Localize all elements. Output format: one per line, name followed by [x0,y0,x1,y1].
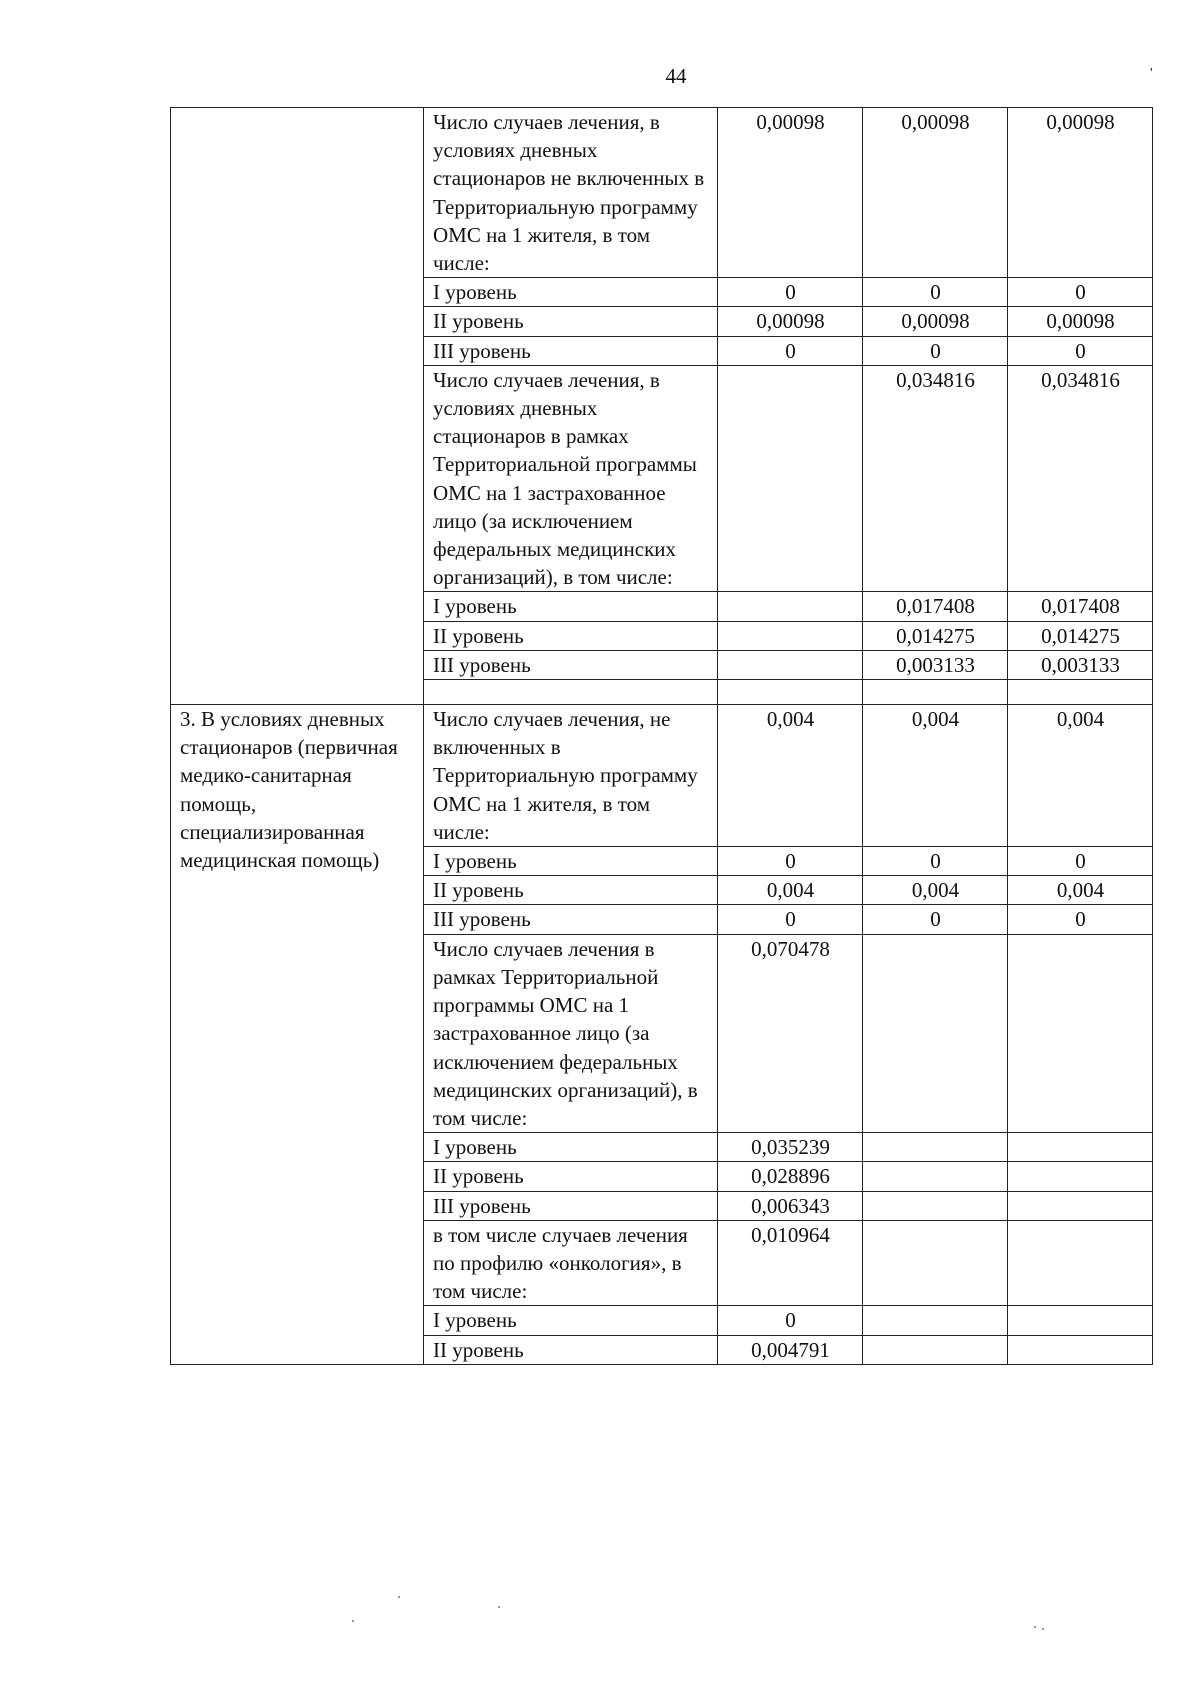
value-cell [863,1133,1008,1162]
value-cell [863,1306,1008,1335]
section-label-3: 3. В условиях дневных стационаров (первичная медико-санитарная помощь, специализированная медицинская помощь) [171,705,424,1365]
value-cell: 0,028896 [718,1162,863,1191]
value-cell: 0,010964 [718,1220,863,1306]
row-label: III уровень [424,336,718,365]
table-row [171,705,1153,847]
value-cell [718,680,863,705]
value-cell: 0,003133 [863,650,1008,679]
scan-speck [498,1606,500,1608]
row-label: III уровень [424,905,718,934]
value-cell [718,365,863,592]
row-label: II уровень [424,307,718,336]
value-cell [1008,1133,1153,1162]
row-label: I уровень [424,278,718,307]
value-cell: 0,00098 [863,108,1008,278]
value-cell: 0 [1008,336,1153,365]
value-cell [1008,1191,1153,1220]
value-cell: 0,017408 [863,592,1008,621]
value-cell: 0,004 [718,705,863,847]
row-label: I уровень [424,847,718,876]
value-cell: 0 [718,1306,863,1335]
value-cell [718,650,863,679]
value-cell [863,1162,1008,1191]
value-cell: 0,017408 [1008,592,1153,621]
value-cell [863,1191,1008,1220]
row-label: I уровень [424,1306,718,1335]
row-label: Число случаев лечения, в условиях дневных стационаров в рамках Территориальной программы ОМС на 1 застрахованное лицо (за исключением федеральных медицинских организаций), в том числе: [424,365,718,592]
indicators-table [170,107,1153,1365]
value-cell: 0,004791 [718,1335,863,1364]
scan-speck [1034,1626,1036,1628]
value-cell: 0,006343 [718,1191,863,1220]
value-cell [1008,1306,1153,1335]
row-label: II уровень [424,621,718,650]
value-cell: 0,004 [718,876,863,905]
value-cell: 0,004 [1008,876,1153,905]
table-row [171,108,1153,278]
value-cell [1008,680,1153,705]
value-cell: 0,034816 [1008,365,1153,592]
value-cell: 0 [863,278,1008,307]
row-label: Число случаев лечения в рамках Территориальной программы ОМС на 1 застрахованное лицо (за исключением федеральных медицинских организаций), в том числе: [424,934,718,1132]
value-cell: 0,00098 [1008,307,1153,336]
value-cell: 0 [1008,847,1153,876]
value-cell [718,621,863,650]
row-label: I уровень [424,592,718,621]
value-cell [863,934,1008,1132]
row-label: II уровень [424,1162,718,1191]
row-label [424,680,718,705]
value-cell: 0,004 [863,705,1008,847]
value-cell [1008,1335,1153,1364]
value-cell: 0,004 [1008,705,1153,847]
scan-mark: ' [1150,66,1153,81]
value-cell [863,1220,1008,1306]
row-label: III уровень [424,650,718,679]
page-number: 44 [665,64,687,88]
value-cell [863,680,1008,705]
value-cell: 0 [718,336,863,365]
value-cell: 0 [1008,905,1153,934]
value-cell: 0,00098 [1008,108,1153,278]
value-cell: 0 [1008,278,1153,307]
row-label: II уровень [424,1335,718,1364]
scan-speck [1042,1628,1044,1630]
value-cell: 0,070478 [718,934,863,1132]
value-cell [718,592,863,621]
section-cell-empty [171,108,424,705]
scan-speck [352,1620,354,1622]
value-cell: 0,003133 [1008,650,1153,679]
value-cell: 0,00098 [718,307,863,336]
value-cell [1008,934,1153,1132]
value-cell: 0,035239 [718,1133,863,1162]
value-cell [1008,1220,1153,1306]
value-cell [863,1335,1008,1364]
row-label: III уровень [424,1191,718,1220]
value-cell: 0 [863,336,1008,365]
row-label: II уровень [424,876,718,905]
value-cell: 0,034816 [863,365,1008,592]
value-cell: 0 [718,278,863,307]
scan-speck [398,1596,400,1598]
value-cell: 0 [863,847,1008,876]
row-label: I уровень [424,1133,718,1162]
value-cell: 0,014275 [1008,621,1153,650]
value-cell: 0 [863,905,1008,934]
value-cell: 0,00098 [718,108,863,278]
value-cell: 0,004 [863,876,1008,905]
row-label: Число случаев лечения, в условиях дневных стационаров не включенных в Территориальную программу ОМС на 1 жителя, в том числе: [424,108,718,278]
value-cell: 0 [718,847,863,876]
value-cell: 0,014275 [863,621,1008,650]
row-label: Число случаев лечения, не включенных в Территориальную программу ОМС на 1 жителя, в том числе: [424,705,718,847]
value-cell: 0 [718,905,863,934]
value-cell [1008,1162,1153,1191]
row-label: в том числе случаев лечения по профилю «онкология», в том числе: [424,1220,718,1306]
value-cell: 0,00098 [863,307,1008,336]
